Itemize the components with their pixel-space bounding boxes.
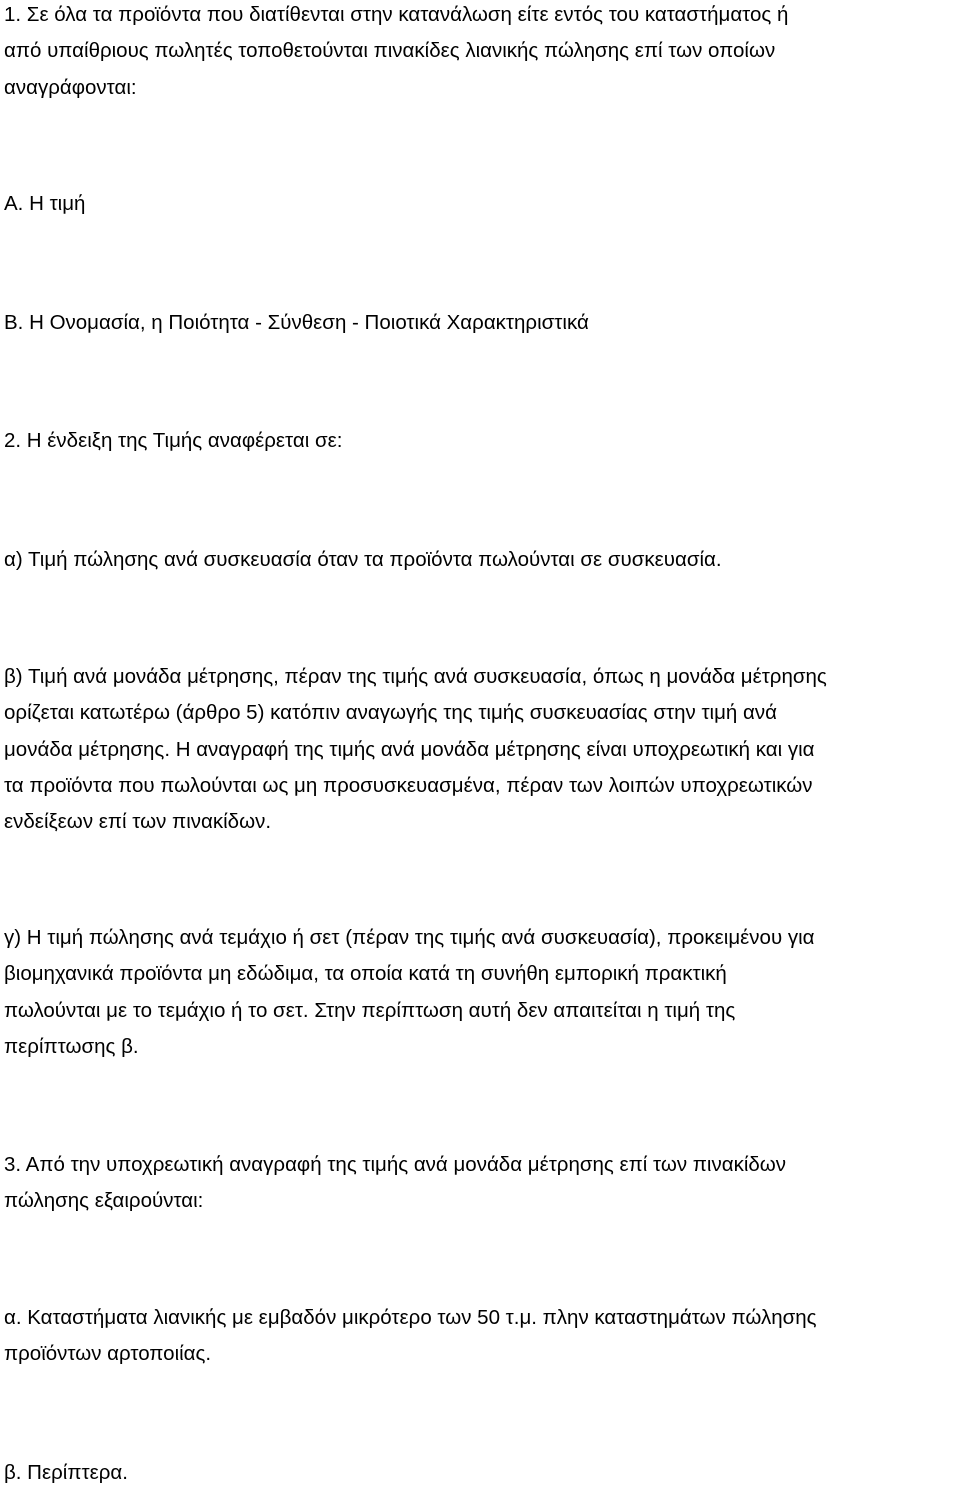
- text-line: τα προϊόντα που πωλούνται ως μη προσυσκευασμένα, πέραν των λοιπών υποχρεωτικών: [4, 773, 813, 797]
- paragraph-item-b-name: [4, 305, 950, 341]
- paragraph-item-alpha: [4, 542, 950, 578]
- paragraph-item-3b-kiosks: [4, 1455, 950, 1491]
- text-line: γ) Η τιμή πώλησης ανά τεμάχιο ή σετ (πέραν της τιμής ανά συσκευασία), προκειμένου για: [4, 926, 815, 949]
- paragraph-item-1-intro: [4, 0, 950, 106]
- text-line: ενδείξεων επί των πινακίδων.: [4, 810, 272, 834]
- paragraph-item-gamma: [4, 920, 950, 1065]
- text-line: αναγράφονται:: [4, 75, 137, 99]
- text-line: βιομηχανικά προϊόντα μη εδώδιμα, τα οποία κατά τη συνήθη εμπορική πρακτική: [4, 962, 727, 986]
- text-line: Β. Η Ονομασία, η Ποιότητα - Σύνθεση - Ποιοτικά Χαρακτηριστικά: [4, 311, 589, 334]
- text-line: πώλησης εξαιρούνται:: [4, 1189, 204, 1213]
- text-line: περίπτωσης β.: [4, 1034, 139, 1058]
- paragraph-item-2-intro: [4, 423, 950, 459]
- text-line: Α. Η τιμή: [4, 192, 86, 215]
- paragraph-item-3a-shops: [4, 1300, 950, 1373]
- text-line: β) Τιμή ανά μονάδα μέτρησης, πέραν της τιμής ανά συσκευασία, όπως η μονάδα μέτρησης: [4, 665, 827, 688]
- text-line: β. Περίπτερα.: [4, 1461, 128, 1484]
- text-line: 1. Σε όλα τα προϊόντα που διατίθενται στην κατανάλωση είτε εντός του καταστήματος ή: [4, 3, 789, 26]
- text-line: α. Καταστήματα λιανικής με εμβαδόν μικρότερο των 50 τ.μ. πλην καταστημάτων πώλησης: [4, 1306, 817, 1329]
- text-line: μονάδα μέτρησης. Η αναγραφή της τιμής ανά μονάδα μέτρησης είναι υποχρεωτική και για: [4, 737, 815, 761]
- text-line: 2. Η ένδειξη της Τιμής αναφέρεται σε:: [4, 429, 343, 452]
- text-line: πωλούνται με το τεμάχιο ή το σετ. Στην περίπτωση αυτή δεν απαιτείται η τιμή της: [4, 998, 736, 1022]
- text-line: από υπαίθριους πωλητές τοποθετούνται πινακίδες λιανικής πώλησης επί των οποίων: [4, 39, 776, 63]
- paragraph-item-beta: [4, 659, 950, 840]
- text-line: ορίζεται κατωτέρω (άρθρο 5) κατόπιν αναγωγής της τιμής συσκευασίας στην τιμή ανά: [4, 701, 777, 725]
- paragraph-item-3-intro: [4, 1147, 950, 1220]
- text-line: προϊόντων αρτοποιίας.: [4, 1342, 212, 1366]
- paragraph-item-a-price: [4, 186, 950, 222]
- text-line: 3. Από την υποχρεωτική αναγραφή της τιμής ανά μονάδα μέτρησης επί των πινακίδων: [4, 1153, 787, 1176]
- text-line: α) Τιμή πώλησης ανά συσκευασία όταν τα προϊόντα πωλούνται σε συσκευασία.: [4, 548, 722, 571]
